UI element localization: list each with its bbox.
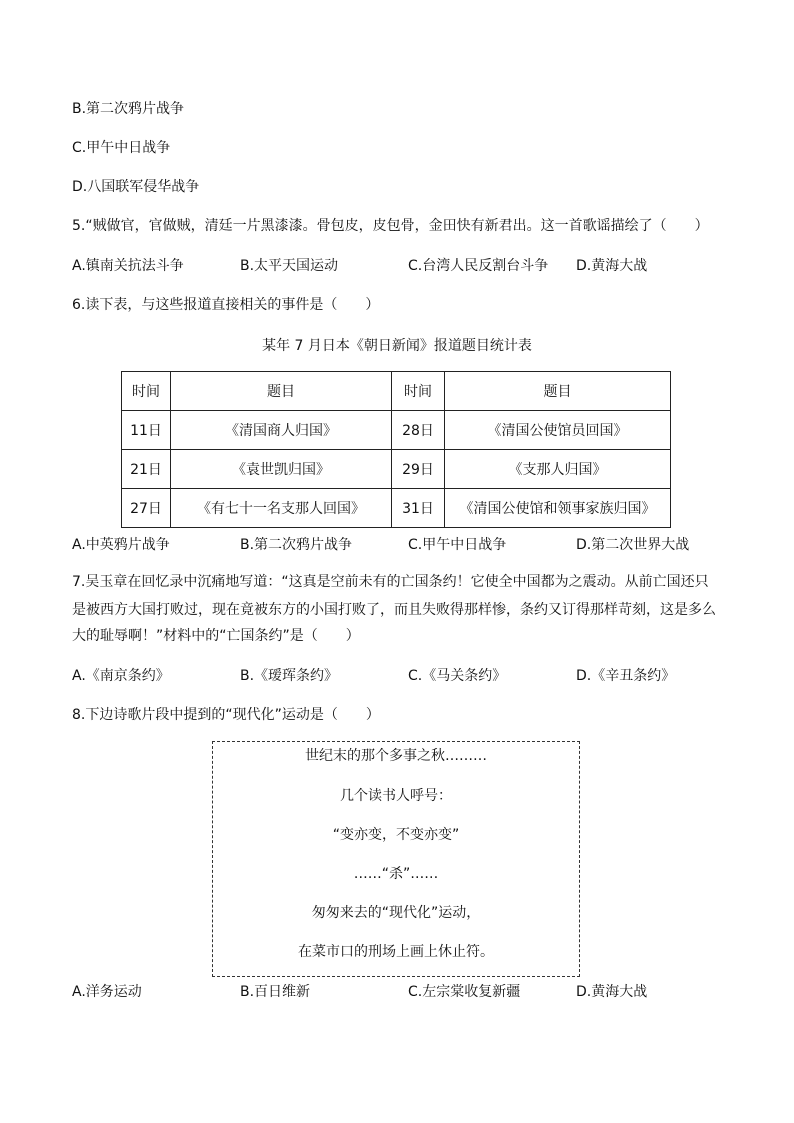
- poem-box: [212, 741, 580, 977]
- table-row: [122, 450, 671, 489]
- poem-line: 匆匆来去的“现代化”运动，: [311, 905, 481, 921]
- q8-option-b: B.百日维新: [240, 984, 311, 1000]
- q4-option-c: C.甲午中日战争: [72, 140, 171, 156]
- q8-option-d: D.黄海大战: [576, 984, 648, 1000]
- table-cell: 11日: [122, 411, 171, 450]
- poem-line: “变亦变，不变亦变”: [332, 827, 460, 843]
- q5-stem: 5.“贼做官，官做贼，清廷一片黑漆漆。骨包皮，皮包骨，金田快有新君出。这一首歌谣描绘了（ ）: [72, 218, 709, 234]
- q8-option-c: C.左宗棠收复新疆: [408, 984, 521, 1000]
- table-cell: 21日: [122, 450, 171, 489]
- q5-option-c: C.台湾人民反割台斗争: [408, 258, 549, 274]
- q7-option-b: B.《瑷珲条约》: [240, 668, 339, 684]
- q7-option-d: D.《辛丑条约》: [576, 668, 676, 684]
- table-caption: 某年 7 月日本《朝日新闻》报道题目统计表: [262, 338, 532, 354]
- q7-option-c: C.《马关条约》: [408, 668, 507, 684]
- poem-line: 几个读书人呼号：: [340, 788, 452, 804]
- table-cell: 《清国公使馆员回国》: [445, 411, 671, 450]
- q4-option-b: B.第二次鸦片战争: [72, 101, 185, 117]
- poem-line: ……“杀”……: [353, 866, 439, 882]
- q6-option-a: A.中英鸦片战争: [72, 537, 170, 553]
- q5-option-a: A.镇南关抗法斗争: [72, 258, 184, 274]
- q7-option-a: A.《南京条约》: [72, 668, 170, 684]
- q6-option-b: B.第二次鸦片战争: [240, 537, 353, 553]
- q8-stem: 8.下边诗歌片段中提到的“现代化”运动是（ ）: [72, 707, 380, 723]
- table-cell: 31日: [392, 489, 445, 528]
- table-cell: 《清国公使馆和领事家族归国》: [445, 489, 671, 528]
- q8-option-a: A.洋务运动: [72, 984, 142, 1000]
- q6-option-c: C.甲午中日战争: [408, 537, 507, 553]
- table-cell: 《清国商人归国》: [171, 411, 392, 450]
- poem-line: 在菜市口的刑场上画上休止符。: [298, 944, 494, 960]
- q5-option-d: D.黄海大战: [576, 258, 648, 274]
- q7-stem-line-3: 大的耻辱啊！”材料中的“亡国条约”是（ ）: [72, 628, 360, 644]
- table-cell: 28日: [392, 411, 445, 450]
- q6-stem: 6.读下表，与这些报道直接相关的事件是（ ）: [72, 297, 380, 313]
- report-table: [121, 371, 671, 528]
- table-header-cell: 时间: [392, 372, 445, 411]
- table-row: [122, 489, 671, 528]
- table-header-cell: 题目: [171, 372, 392, 411]
- table-cell: 《袁世凯归国》: [171, 450, 392, 489]
- q6-option-d: D.第二次世界大战: [576, 537, 690, 553]
- table-header-cell: 题目: [445, 372, 671, 411]
- table-header-cell: 时间: [122, 372, 171, 411]
- table-cell: 29日: [392, 450, 445, 489]
- table-cell: 《有七十一名支那人回国》: [171, 489, 392, 528]
- table-row: [122, 411, 671, 450]
- table-cell: 27日: [122, 489, 171, 528]
- q4-option-d: D.八国联军侵华战争: [72, 179, 200, 195]
- q7-stem-line-1: 7.吴玉章在回忆录中沉痛地写道：“这真是空前未有的亡国条约！它使全中国都为之震动。从前亡国还只: [72, 574, 709, 590]
- poem-line: 世纪末的那个多事之秋………: [305, 748, 487, 764]
- table-cell: 《支那人归国》: [445, 450, 671, 489]
- q7-stem-line-2: 是被西方大国打败过，现在竟被东方的小国打败了，而且失败得那样惨，条约又订得那样苛刻，这是多么: [72, 602, 716, 618]
- table-header-row: [122, 372, 671, 411]
- q5-option-b: B.太平天国运动: [240, 258, 339, 274]
